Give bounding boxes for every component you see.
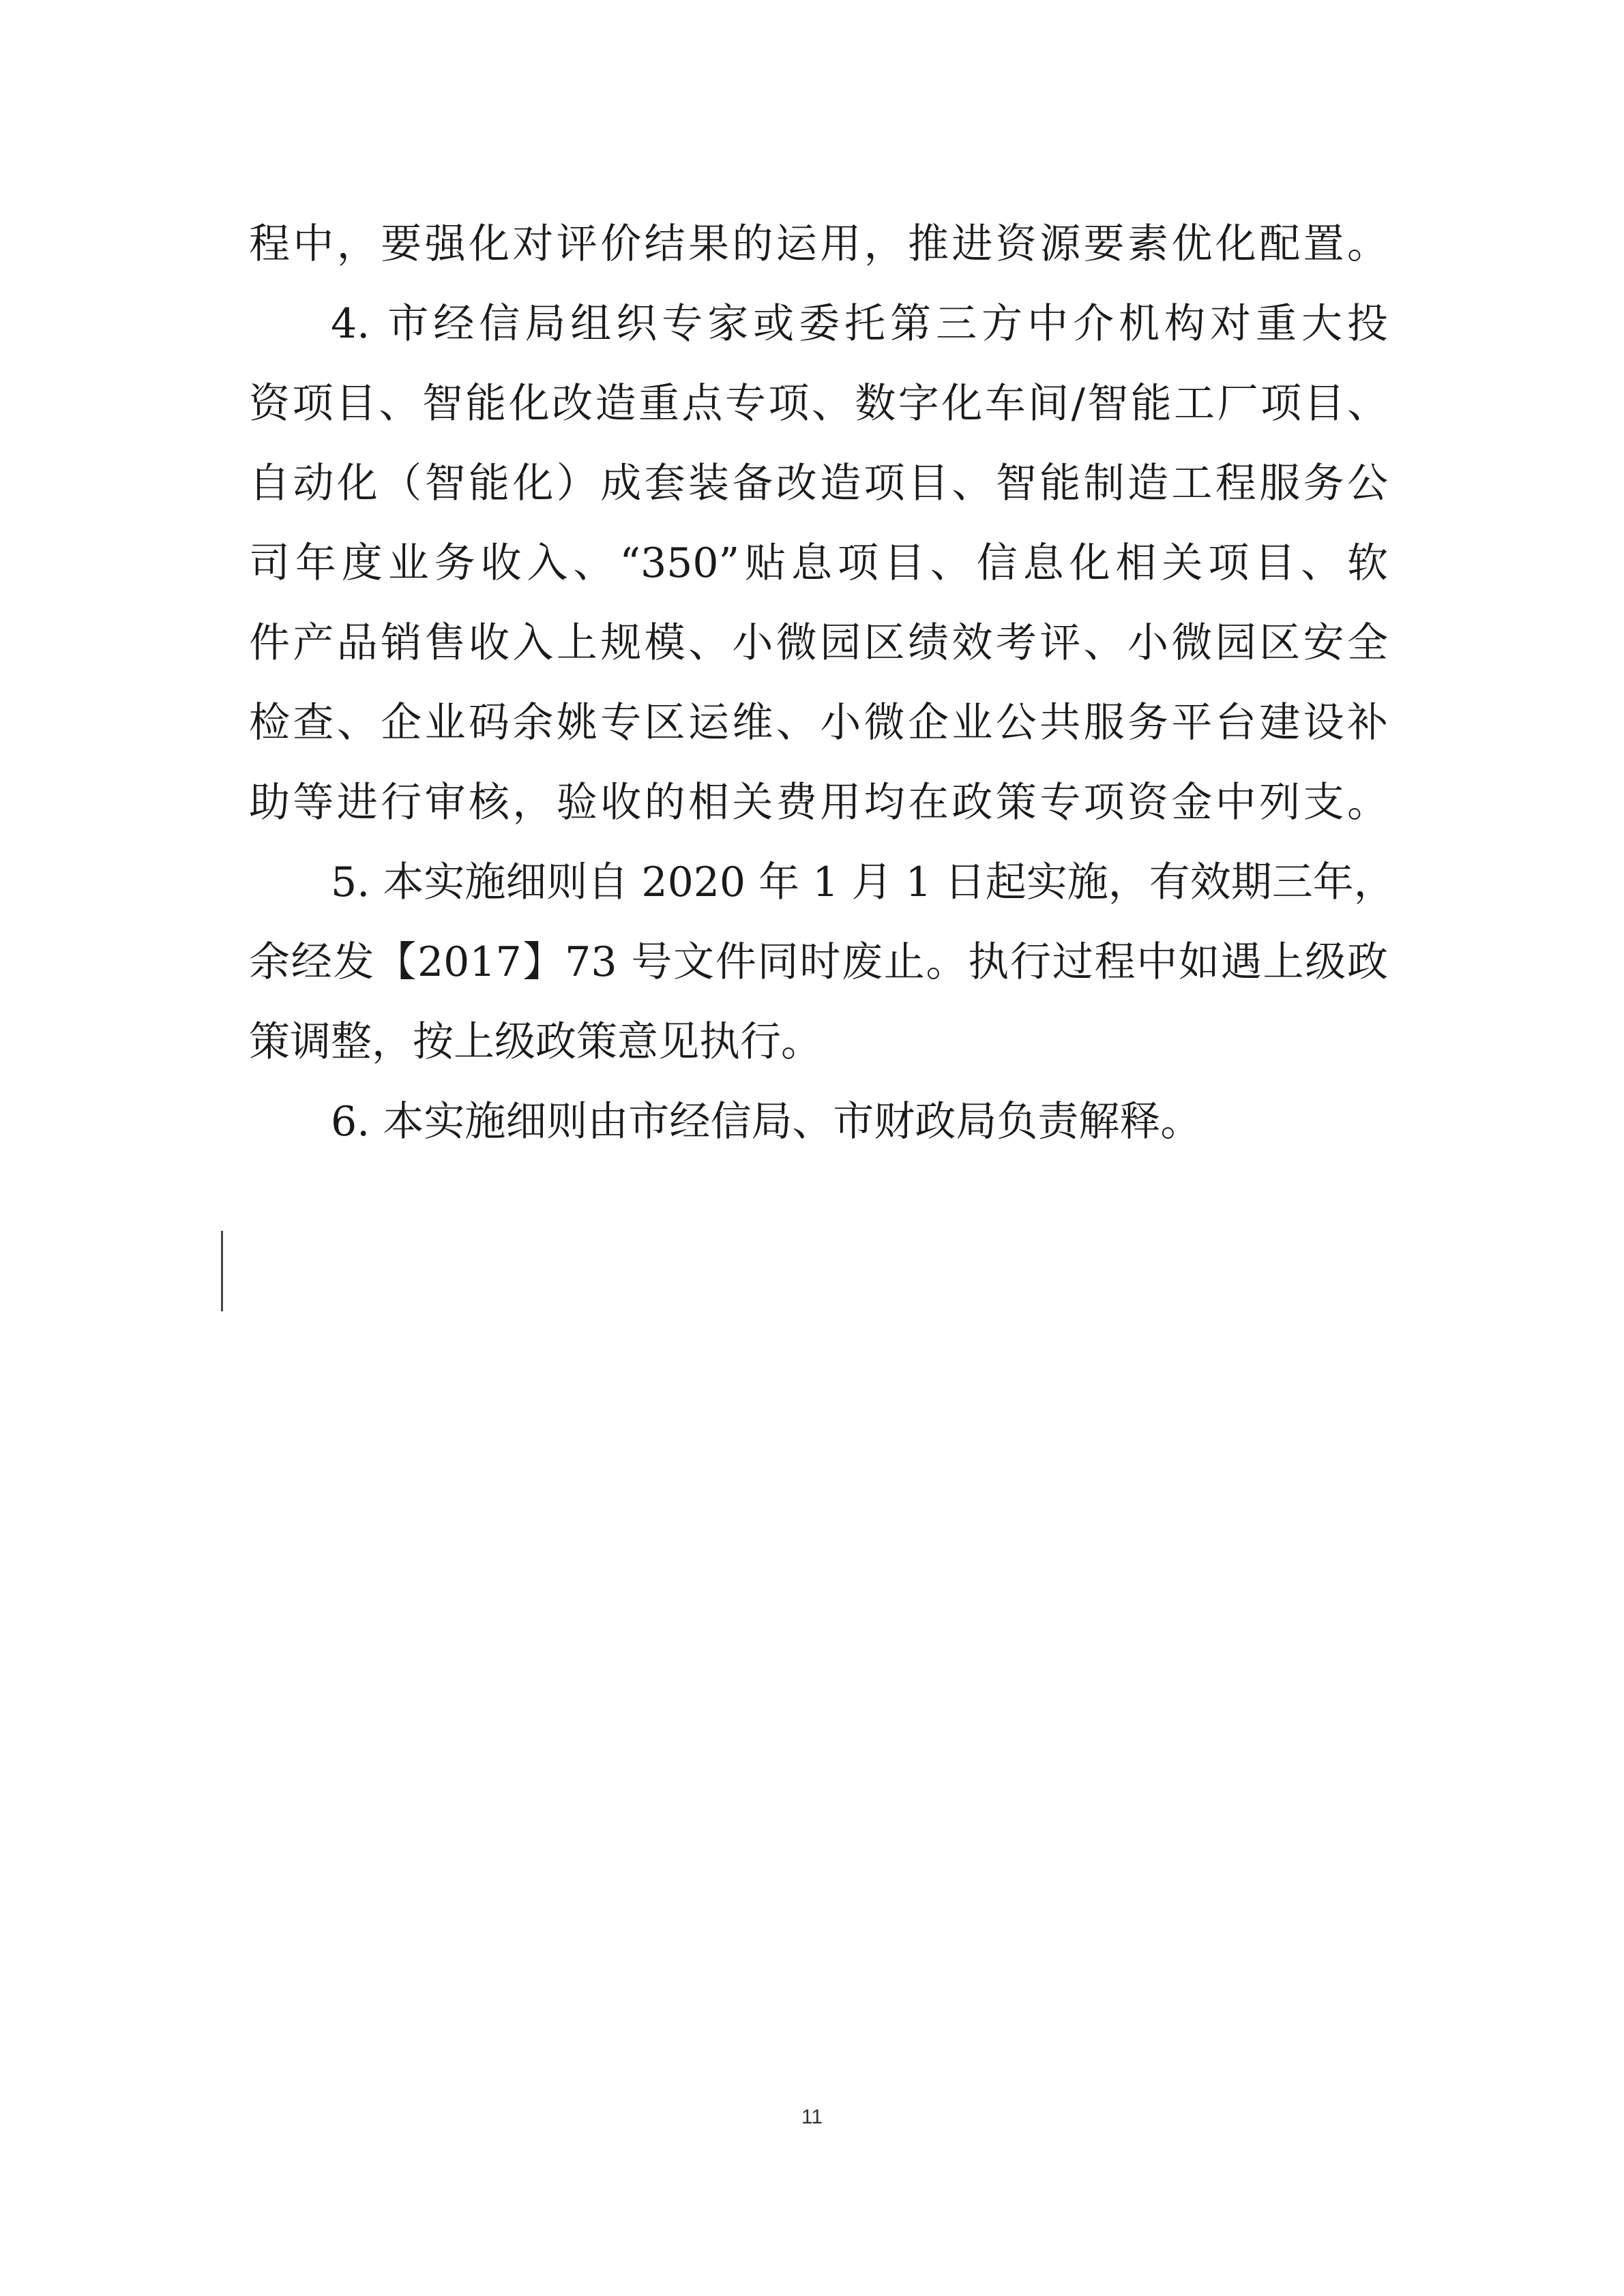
text-line: 程中，要强化对评价结果的运用，推进资源要素优化配置。 — [249, 220, 1388, 268]
text-line: 自动化（智能化）成套装备改造项目、智能制造工程服务公 — [249, 460, 1388, 507]
margin-mark — [221, 1231, 223, 1311]
text-line: 司年度业务收入、“350”贴息项目、信息化相关项目、软 — [249, 539, 1388, 587]
text-line: 策调整，按上级政策意见执行。 — [249, 1018, 822, 1066]
text-line: 检查、企业码余姚专区运维、小微企业公共服务平台建设补 — [249, 699, 1388, 747]
text-line: 4. 市经信局组织专家或委托第三方中介机构对重大投 — [331, 300, 1388, 348]
text-line: 件产品销售收入上规模、小微园区绩效考评、小微园区安全 — [249, 619, 1388, 667]
text-line: 余经发【2017】73 号文件同时废止。执行过程中如遇上级政 — [249, 938, 1388, 986]
text-line: 资项目、智能化改造重点专项、数字化车间/智能工厂项目、 — [249, 380, 1388, 428]
text-line: 6. 本实施细则由市经信局、市财政局负责解释。 — [331, 1098, 1202, 1146]
body-text — [249, 205, 1395, 1162]
page-number: 11 — [801, 2106, 823, 2128]
text-line: 助等进行审核，验收的相关费用均在政策专项资金中列支。 — [249, 779, 1388, 826]
text-line: 5. 本实施细则自 2020 年 1 月 1 日起实施，有效期三年， — [331, 859, 1395, 906]
